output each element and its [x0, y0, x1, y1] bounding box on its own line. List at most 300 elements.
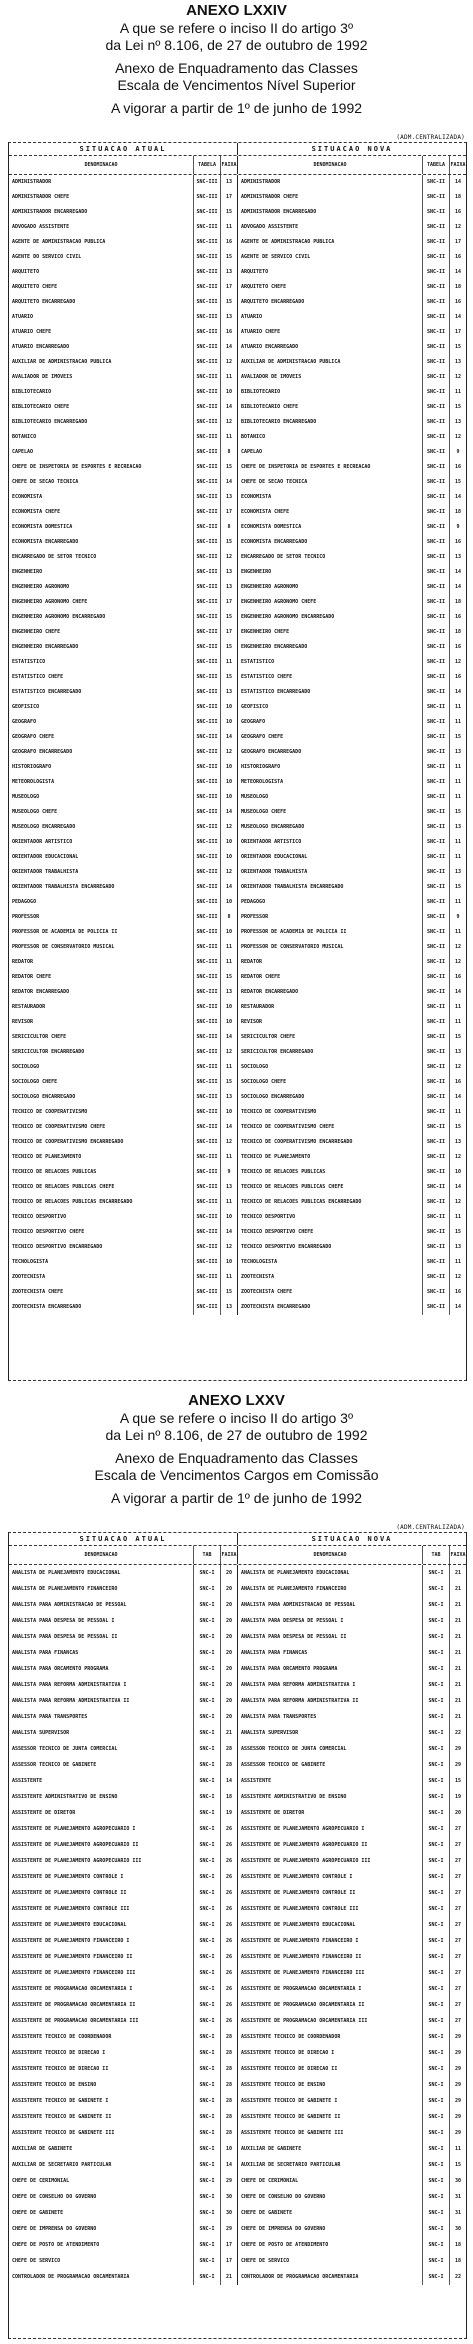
cell-tabela-nova: SNC-II — [422, 1150, 449, 1165]
annex-subtitle: Anexo de Enquadramento das Classes — [115, 1450, 358, 1466]
table-row — [9, 2125, 466, 2141]
cell-tabela-nova: SNC-II — [422, 1120, 449, 1135]
cell-faixa-atual: 10 — [220, 1015, 237, 1030]
table-row — [9, 625, 466, 640]
cell-faixa-nova: 12 — [449, 1195, 466, 1210]
cell-denominacao-nova: CHEFE DE IMPRENSA DO GOVERNO — [241, 2226, 326, 2232]
cell-denominacao-atual: TECNICO DE RELACOES PUBLICAS — [12, 1169, 97, 1175]
cell-faixa-atual: 12 — [220, 865, 237, 880]
cell-denominacao-atual: AGENTE DE ADMINISTRACAO PUBLICA — [12, 239, 106, 245]
cell-denominacao-atual: ANALISTA PARA REFORMA ADMINISTRATIVA I — [12, 1682, 127, 1688]
cell-faixa-nova: 29 — [449, 2029, 466, 2045]
cell-tabela-nova: SNC-II — [422, 565, 449, 580]
table-row — [9, 505, 466, 520]
cell-faixa-atual: 13 — [220, 580, 237, 595]
cell-denominacao-atual: ENGENHEIRO AGRONOMO — [12, 584, 70, 590]
cell-tabela-atual: SNC-III — [193, 1270, 220, 1285]
cell-denominacao-nova: TECNICO DESPORTIVO CHEFE — [241, 1229, 314, 1235]
cell-tabela-nova: SNC-I — [422, 1741, 449, 1757]
cell-faixa-nova: 11 — [449, 1255, 466, 1270]
col-denominacao-atual: DENOMINACAO — [84, 162, 118, 168]
cell-denominacao-nova: ENGENHEIRO AGRONOMO — [241, 584, 299, 590]
cell-faixa-nova: 9 — [449, 445, 466, 460]
cell-faixa-atual: 13 — [220, 490, 237, 505]
cell-denominacao-nova: ANALISTA DE PLANEJAMENTO FINANCEIRO — [241, 1586, 347, 1592]
cell-faixa-atual: 15 — [220, 250, 237, 265]
cell-denominacao-nova: ASSISTENTE TECNICO DE GABINETE III — [241, 2130, 344, 2136]
table-row — [9, 1773, 466, 1789]
cell-tabela-atual: SNC-III — [193, 250, 220, 265]
cell-tabela-atual: SNC-III — [193, 775, 220, 790]
cell-faixa-atual: 26 — [220, 1901, 237, 1917]
cell-denominacao-nova: ECONOMISTA DOMESTICA — [241, 524, 302, 530]
cell-tabela-nova: SNC-I — [422, 2061, 449, 2077]
cell-faixa-atual: 26 — [220, 1997, 237, 2013]
table-row — [9, 1045, 466, 1060]
cell-denominacao-atual: ASSISTENTE DE PLANEJAMENTO AGROPECUARIO I — [12, 1826, 136, 1832]
cell-faixa-atual: 11 — [220, 940, 237, 955]
cell-tabela-atual: SNC-III — [193, 370, 220, 385]
cell-faixa-atual: 30 — [220, 2189, 237, 2205]
cell-tabela-nova: SNC-II — [422, 745, 449, 760]
cell-faixa-nova: 11 — [449, 790, 466, 805]
cell-denominacao-nova: AGENTE DE SERVICO CIVIL — [241, 254, 311, 260]
cell-denominacao-nova: ASSISTENTE TECNICO DE COORDENADOR — [241, 2034, 341, 2040]
cell-tabela-nova: SNC-II — [422, 205, 449, 220]
cell-denominacao-atual: SERICICULTOR ENCARREGADO — [12, 1049, 85, 1055]
cell-tabela-atual: SNC-III — [193, 1150, 220, 1165]
table-row — [9, 760, 466, 775]
cell-tabela-atual: SNC-I — [193, 1789, 220, 1805]
cell-tabela-nova: SNC-II — [422, 325, 449, 340]
cell-faixa-nova: 16 — [449, 670, 466, 685]
cell-denominacao-atual: ASSISTENTE — [12, 1778, 43, 1784]
annex-law-line: da Lei nº 8.106, de 27 de outubro de 1992 — [105, 1427, 368, 1443]
cell-denominacao-atual: ARQUITETO CHEFE — [12, 284, 58, 290]
cell-denominacao-atual: ASSISTENTE ADMINISTRATIVO DE ENSINO — [12, 1794, 118, 1800]
cell-faixa-atual: 13 — [220, 175, 237, 190]
cell-faixa-atual: 10 — [220, 1105, 237, 1120]
cell-tabela-atual: SNC-I — [193, 1837, 220, 1853]
adm-label: (ADM.CENTRALIZADA) — [396, 1524, 465, 1531]
table-row — [9, 2109, 466, 2125]
cell-faixa-atual: 26 — [220, 1981, 237, 1997]
table-row — [9, 970, 466, 985]
cell-faixa-nova: 16 — [449, 250, 466, 265]
cell-faixa-atual: 13 — [220, 310, 237, 325]
cell-denominacao-nova: PROFESSOR DE ACADEMIA DE POLICIA II — [241, 929, 347, 935]
cell-tabela-atual: SNC-I — [193, 1645, 220, 1661]
cell-tabela-nova: SNC-II — [422, 1285, 449, 1300]
cell-tabela-atual: SNC-III — [193, 910, 220, 925]
cell-denominacao-nova: ANALISTA PARA REFORMA ADMINISTRATIVA I — [241, 1682, 356, 1688]
cell-denominacao-nova: ECONOMISTA — [241, 494, 272, 500]
table-row — [9, 985, 466, 1000]
cell-denominacao-atual: ADMINISTRADOR — [12, 179, 52, 185]
table-row — [9, 955, 466, 970]
cell-faixa-nova: 31 — [449, 2189, 466, 2205]
cell-denominacao-atual: CAPELAO — [12, 449, 34, 455]
cell-faixa-atual: 19 — [220, 1805, 237, 1821]
cell-tabela-atual: SNC-I — [193, 2093, 220, 2109]
col-faixa-atual: FAIXA — [220, 1546, 237, 1564]
cell-denominacao-atual: ANALISTA PARA ORCAMENTO PROGRAMA — [12, 1666, 109, 1672]
cell-faixa-nova: 11 — [449, 1015, 466, 1030]
cell-denominacao-atual: MUSEOLOGO ENCARREGADO — [12, 824, 76, 830]
cell-faixa-atual: 8 — [220, 445, 237, 460]
cell-denominacao-nova: AUXILIAR DE GABINETE — [241, 2146, 302, 2152]
cell-tabela-nova: SNC-II — [422, 1180, 449, 1195]
cell-faixa-atual: 14 — [220, 1030, 237, 1045]
cell-faixa-atual: 26 — [220, 1837, 237, 1853]
cell-faixa-nova: 15 — [449, 475, 466, 490]
cell-faixa-atual: 10 — [220, 790, 237, 805]
table-row — [9, 610, 466, 625]
cell-denominacao-atual: ZOOTECNISTA ENCARREGADO — [12, 1304, 82, 1310]
table-row — [9, 2061, 466, 2077]
cell-denominacao-nova: ENGENHEIRO ENCARREGADO — [241, 644, 308, 650]
cell-tabela-nova: SNC-I — [422, 2141, 449, 2157]
cell-faixa-nova: 16 — [449, 535, 466, 550]
cell-tabela-nova: SNC-II — [422, 865, 449, 880]
cell-denominacao-atual: ORIENTADOR EDUCACIONAL — [12, 854, 79, 860]
cell-tabela-atual: SNC-I — [193, 1757, 220, 1773]
cell-denominacao-atual: ANALISTA DE PLANEJAMENTO EDUCACIONAL — [12, 1570, 121, 1576]
cell-tabela-atual: SNC-III — [193, 550, 220, 565]
cell-faixa-nova: 11 — [449, 2141, 466, 2157]
cell-denominacao-atual: ASSISTENTE DE PLANEJAMENTO FINANCEIRO III — [12, 1970, 136, 1976]
table-row — [9, 835, 466, 850]
cell-faixa-atual: 10 — [220, 835, 237, 850]
cell-denominacao-atual: HISTORIOGRAFO — [12, 764, 52, 770]
situacao-nova-header: SITUACAO NOVA — [311, 145, 393, 153]
cell-faixa-atual: 15 — [220, 535, 237, 550]
cell-tabela-atual: SNC-III — [193, 940, 220, 955]
cell-denominacao-atual: BOTANICO — [12, 434, 37, 440]
cell-denominacao-nova: BIBLIOTECARIO — [241, 389, 281, 395]
cell-tabela-nova: SNC-II — [422, 535, 449, 550]
table-row — [9, 1120, 466, 1135]
table-row — [9, 2221, 466, 2237]
cell-denominacao-atual: GEOGRAFO ENCARREGADO — [12, 749, 73, 755]
table-row — [9, 2045, 466, 2061]
cell-tabela-atual: SNC-III — [193, 970, 220, 985]
cell-denominacao-nova: METEOROLOGISTA — [241, 779, 284, 785]
cell-faixa-nova: 12 — [449, 430, 466, 445]
table-row — [9, 1075, 466, 1090]
cell-denominacao-atual: ATUARIO ENCARREGADO — [12, 344, 70, 350]
cell-faixa-atual: 11 — [220, 1195, 237, 1210]
cell-faixa-atual: 14 — [220, 340, 237, 355]
cell-tabela-atual: SNC-III — [193, 535, 220, 550]
cell-faixa-nova: 18 — [449, 2253, 466, 2269]
cell-tabela-atual: SNC-III — [193, 475, 220, 490]
table-row — [9, 1661, 466, 1677]
cell-denominacao-nova: ASSISTENTE TECNICO DE GABINETE I — [241, 2098, 338, 2104]
cell-tabela-nova: SNC-I — [422, 1629, 449, 1645]
cell-faixa-atual: 12 — [220, 1240, 237, 1255]
cell-denominacao-nova: ASSISTENTE DE PROGRAMACAO ORCAMENTARIA I — [241, 1986, 362, 1992]
annex-reference-line: A que se refere o inciso II do artigo 3º — [119, 20, 354, 36]
annex-title: ANEXO LXXIV — [186, 2, 287, 19]
cell-denominacao-atual: ASSISTENTE TECNICO DE ENSINO — [12, 2082, 97, 2088]
table-row — [9, 1240, 466, 1255]
cell-denominacao-nova: ASSISTENTE TECNICO DE GABINETE II — [241, 2114, 341, 2120]
cell-denominacao-nova: ASSISTENTE DE PLANEJAMENTO CONTROLE II — [241, 1890, 356, 1896]
cell-denominacao-atual: TECNICO DE RELACOES PUBLICAS CHEFE — [12, 1184, 115, 1190]
table-row — [9, 520, 466, 535]
cell-faixa-atual: 26 — [220, 1933, 237, 1949]
col-faixa-atual: FAIXA — [220, 156, 237, 174]
cell-denominacao-nova: ENGENHEIRO AGRONOMO CHEFE — [241, 599, 317, 605]
cell-faixa-atual: 10 — [220, 700, 237, 715]
col-denominacao-nova: DENOMINACAO — [313, 1552, 347, 1558]
cell-tabela-atual: SNC-I — [193, 2061, 220, 2077]
table-row — [9, 595, 466, 610]
cell-denominacao-nova: ADVOGADO ASSISTENTE — [241, 224, 299, 230]
cell-faixa-nova: 16 — [449, 295, 466, 310]
cell-faixa-nova: 16 — [449, 640, 466, 655]
cell-tabela-nova: SNC-II — [422, 610, 449, 625]
table-row — [9, 2013, 466, 2029]
cell-denominacao-atual: ZOOTECNISTA CHEFE — [12, 1289, 64, 1295]
cell-tabela-nova: SNC-II — [422, 415, 449, 430]
cell-faixa-nova: 18 — [449, 625, 466, 640]
cell-faixa-atual: 14 — [220, 805, 237, 820]
cell-denominacao-atual: PEDAGOGO — [12, 899, 37, 905]
cell-tabela-nova: SNC-II — [422, 1255, 449, 1270]
cell-tabela-nova: SNC-II — [422, 1045, 449, 1060]
cell-tabela-atual: SNC-III — [193, 265, 220, 280]
cell-tabela-atual: SNC-III — [193, 715, 220, 730]
cell-tabela-nova: SNC-II — [422, 955, 449, 970]
cell-faixa-atual: 28 — [220, 2093, 237, 2109]
cell-denominacao-nova: ANALISTA DE PLANEJAMENTO EDUCACIONAL — [241, 1570, 350, 1576]
cell-tabela-nova: SNC-II — [422, 1240, 449, 1255]
cell-denominacao-nova: RESTAURADOR — [241, 1004, 275, 1010]
cell-tabela-atual: SNC-I — [193, 2045, 220, 2061]
cell-tabela-atual: SNC-I — [193, 1821, 220, 1837]
cell-denominacao-atual: SOCIOLOGO ENCARREGADO — [12, 1094, 76, 1100]
cell-faixa-atual: 13 — [220, 685, 237, 700]
cell-tabela-atual: SNC-III — [193, 385, 220, 400]
cell-denominacao-nova: ASSISTENTE DE DIRETOR — [241, 1810, 305, 1816]
cell-denominacao-atual: PROFESSOR DE CONSERVATORIO MUSICAL — [12, 944, 115, 950]
cell-denominacao-nova: ATUARIO — [241, 314, 263, 320]
cell-denominacao-nova: AUXILIAR DE ADMINISTRACAO PUBLICA — [241, 359, 341, 365]
cell-denominacao-atual: ADMINISTRADOR ENCARREGADO — [12, 209, 88, 215]
classification-table — [8, 142, 467, 1381]
cell-faixa-atual: 14 — [220, 400, 237, 415]
cell-tabela-atual: SNC-III — [193, 505, 220, 520]
cell-tabela-nova: SNC-II — [422, 475, 449, 490]
cell-faixa-nova: 27 — [449, 1981, 466, 1997]
cell-tabela-nova: SNC-I — [422, 1725, 449, 1741]
cell-tabela-nova: SNC-I — [422, 1901, 449, 1917]
cell-faixa-atual: 20 — [220, 1613, 237, 1629]
table-row — [9, 565, 466, 580]
cell-faixa-atual: 13 — [220, 265, 237, 280]
cell-tabela-nova: SNC-I — [422, 2189, 449, 2205]
cell-denominacao-atual: TECNICO DE COOPERATIVISMO ENCARREGADO — [12, 1139, 124, 1145]
cell-faixa-atual: 12 — [220, 550, 237, 565]
cell-denominacao-nova: ORIENTADOR TRABALHISTA — [241, 869, 308, 875]
table-row — [9, 1917, 466, 1933]
cell-faixa-atual: 9 — [220, 1165, 237, 1180]
cell-denominacao-nova: ASSISTENTE DE PLANEJAMENTO AGROPECUARIO II — [241, 1842, 368, 1848]
cell-denominacao-nova: ORIENTADOR EDUCACIONAL — [241, 854, 308, 860]
cell-denominacao-atual: ATUARIO CHEFE — [12, 329, 52, 335]
cell-tabela-atual: SNC-III — [193, 190, 220, 205]
cell-tabela-atual: SNC-III — [193, 310, 220, 325]
cell-denominacao-nova: ESTATISTICO CHEFE — [241, 674, 293, 680]
cell-faixa-atual: 13 — [220, 565, 237, 580]
cell-tabela-atual: SNC-III — [193, 895, 220, 910]
cell-faixa-nova: 13 — [449, 550, 466, 565]
table-row — [9, 715, 466, 730]
cell-denominacao-nova: TECNICO DE RELACOES PUBLICAS ENCARREGADO — [241, 1199, 362, 1205]
cell-tabela-atual: SNC-I — [193, 2029, 220, 2045]
cell-denominacao-nova: ASSISTENTE TECNICO DE DIRECAO II — [241, 2066, 338, 2072]
cell-tabela-nova: SNC-II — [422, 895, 449, 910]
cell-tabela-atual: SNC-III — [193, 730, 220, 745]
cell-denominacao-atual: ASSISTENTE DE PLANEJAMENTO FINANCEIRO I — [12, 1938, 130, 1944]
cell-denominacao-nova: CHEFE DE CERIMONIAL — [241, 2178, 299, 2184]
cell-denominacao-atual: ANALISTA DE PLANEJAMENTO FINANCEIRO — [12, 1586, 118, 1592]
cell-faixa-nova: 12 — [449, 370, 466, 385]
cell-denominacao-atual: CHEFE DE CERIMONIAL — [12, 2178, 70, 2184]
column-header-row — [9, 1546, 466, 1565]
cell-tabela-nova: SNC-II — [422, 445, 449, 460]
cell-denominacao-atual: ANALISTA PARA FINANCAS — [12, 1650, 79, 1656]
table-row — [9, 355, 466, 370]
cell-denominacao-atual: TECNICO DE RELACOES PUBLICAS ENCARREGADO — [12, 1199, 133, 1205]
table-row — [9, 895, 466, 910]
table-row — [9, 1613, 466, 1629]
table-row — [9, 910, 466, 925]
cell-denominacao-atual: ATUARIO — [12, 314, 34, 320]
cell-denominacao-nova: ENGENHEIRO — [241, 569, 272, 575]
table-row — [9, 430, 466, 445]
col-tabela-atual: TABELA — [193, 156, 220, 174]
cell-faixa-atual: 20 — [220, 1581, 237, 1597]
cell-faixa-atual: 21 — [220, 2269, 237, 2285]
cell-faixa-atual: 20 — [220, 1565, 237, 1581]
cell-faixa-atual: 28 — [220, 2061, 237, 2077]
cell-faixa-nova: 27 — [449, 1901, 466, 1917]
cell-tabela-nova: SNC-I — [422, 1709, 449, 1725]
cell-faixa-nova: 29 — [449, 2077, 466, 2093]
cell-faixa-nova: 15 — [449, 805, 466, 820]
cell-tabela-nova: SNC-I — [422, 1933, 449, 1949]
cell-denominacao-atual: RESTAURADOR — [12, 1004, 46, 1010]
cell-denominacao-nova: ARQUITETO ENCARREGADO — [241, 299, 305, 305]
cell-faixa-atual: 11 — [220, 370, 237, 385]
cell-tabela-atual: SNC-III — [193, 1060, 220, 1075]
cell-tabela-nova: SNC-II — [422, 685, 449, 700]
cell-faixa-atual: 21 — [220, 1725, 237, 1741]
cell-faixa-atual: 14 — [220, 880, 237, 895]
cell-denominacao-nova: SERICICULTOR CHEFE — [241, 1034, 296, 1040]
cell-tabela-nova: SNC-II — [422, 1090, 449, 1105]
cell-denominacao-atual: TECNICO DESPORTIVO — [12, 1214, 67, 1220]
cell-tabela-atual: SNC-III — [193, 760, 220, 775]
cell-tabela-nova: SNC-II — [422, 520, 449, 535]
cell-faixa-atual: 17 — [220, 280, 237, 295]
col-faixa-nova: FAIXA — [449, 156, 466, 174]
cell-tabela-atual: SNC-I — [193, 1869, 220, 1885]
cell-faixa-atual: 14 — [220, 1225, 237, 1240]
table-row — [9, 880, 466, 895]
cell-faixa-nova: 15 — [449, 400, 466, 415]
cell-tabela-nova: SNC-II — [422, 370, 449, 385]
table-row — [9, 400, 466, 415]
cell-faixa-atual: 12 — [220, 820, 237, 835]
cell-tabela-atual: SNC-I — [193, 1965, 220, 1981]
table-row — [9, 1933, 466, 1949]
cell-faixa-nova: 16 — [449, 205, 466, 220]
cell-faixa-nova: 15 — [449, 1030, 466, 1045]
table-row — [9, 1645, 466, 1661]
cell-tabela-nova: SNC-II — [422, 310, 449, 325]
cell-tabela-nova: SNC-I — [422, 2205, 449, 2221]
cell-denominacao-atual: ASSISTENTE TECNICO DE GABINETE III — [12, 2130, 115, 2136]
cell-denominacao-atual: ASSISTENTE TECNICO DE DIRECAO II — [12, 2066, 109, 2072]
cell-faixa-nova: 10 — [449, 1165, 466, 1180]
cell-faixa-atual: 26 — [220, 1869, 237, 1885]
cell-denominacao-atual: ASSISTENTE DE PLANEJAMENTO CONTROLE II — [12, 1890, 127, 1896]
cell-tabela-atual: SNC-III — [193, 1165, 220, 1180]
cell-denominacao-atual: ASSISTENTE TECNICO DE GABINETE I — [12, 2098, 109, 2104]
cell-tabela-nova: SNC-II — [422, 385, 449, 400]
cell-tabela-atual: SNC-III — [193, 640, 220, 655]
cell-tabela-atual: SNC-III — [193, 220, 220, 235]
cell-faixa-atual: 12 — [220, 745, 237, 760]
cell-tabela-nova: SNC-I — [422, 1597, 449, 1613]
situacao-header-row — [9, 143, 466, 156]
cell-faixa-nova: 21 — [449, 1645, 466, 1661]
cell-faixa-atual: 20 — [220, 1597, 237, 1613]
cell-denominacao-nova: ANALISTA PARA REFORMA ADMINISTRATIVA II — [241, 1698, 359, 1704]
cell-denominacao-atual: ECONOMISTA CHEFE — [12, 509, 61, 515]
cell-tabela-nova: SNC-I — [422, 1661, 449, 1677]
cell-tabela-atual: SNC-III — [193, 985, 220, 1000]
cell-faixa-nova: 18 — [449, 505, 466, 520]
table-row — [9, 1725, 466, 1741]
cell-tabela-atual: SNC-I — [193, 2077, 220, 2093]
cell-denominacao-atual: ADMINISTRADOR CHEFE — [12, 194, 70, 200]
cell-faixa-atual: 10 — [220, 1210, 237, 1225]
cell-tabela-atual: SNC-I — [193, 2237, 220, 2253]
table-row — [9, 205, 466, 220]
annex-scale: Escala de Vencimentos Nível Superior — [117, 77, 356, 93]
cell-faixa-atual: 28 — [220, 2125, 237, 2141]
cell-tabela-nova: SNC-I — [422, 1997, 449, 2013]
adm-label: (ADM.CENTRALIZADA) — [396, 134, 465, 141]
cell-tabela-atual: SNC-III — [193, 1135, 220, 1150]
table-row — [9, 1949, 466, 1965]
cell-denominacao-nova: ZOOTECNISTA ENCARREGADO — [241, 1304, 311, 1310]
cell-tabela-atual: SNC-III — [193, 670, 220, 685]
col-faixa-nova: FAIXA — [449, 1546, 466, 1564]
cell-tabela-nova: SNC-I — [422, 1981, 449, 1997]
cell-denominacao-atual: ZOOTECNISTA — [12, 1274, 46, 1280]
cell-tabela-nova: SNC-II — [422, 880, 449, 895]
cell-faixa-atual: 29 — [220, 2221, 237, 2237]
cell-denominacao-atual: ASSISTENTE DE PROGRAMACAO ORCAMENTARIA II — [12, 2002, 136, 2008]
table-row — [9, 250, 466, 265]
cell-tabela-nova: SNC-I — [422, 2173, 449, 2189]
